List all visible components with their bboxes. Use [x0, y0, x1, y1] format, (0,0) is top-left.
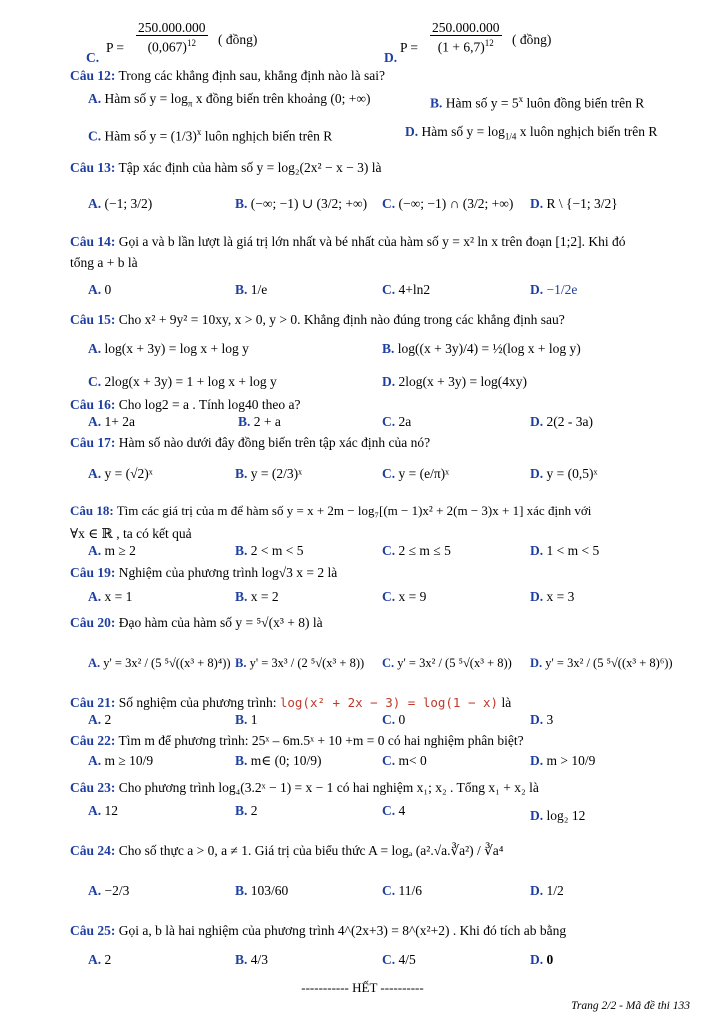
q22-option-b: B. m∈ (0; 10/9): [235, 753, 322, 768]
q24-option-c: C. 11/6: [382, 883, 422, 898]
question-24: Câu 24: Cho số thực a > 0, a ≠ 1. Giá trị của biểu thức A = logₐ (a².√a.∛a²) / ∛a⁴: [70, 843, 504, 858]
q17-option-c: C. y = (e/π)ˣ: [382, 466, 450, 481]
q21-option-d: D. 3: [530, 712, 554, 727]
q18-option-c: C. 2 ≤ m ≤ 5: [382, 543, 451, 558]
q21-option-c: C. 0: [382, 712, 406, 727]
q18-option-a: A. m ≥ 2: [88, 543, 136, 558]
question-13: Câu 13: Tập xác định của hàm số y = log₂(2x² − x − 3) là: [70, 160, 382, 175]
q11-c-fraction: $\frac{250.000.000}{(0,067)^{12}}$: [138, 20, 206, 55]
question-15: Câu 15: Cho x² + 9y² = 10xy, x > 0, y > 0. Khẳng định nào đúng trong các khẳng định sau?: [70, 312, 565, 327]
question-12: Câu 12: Trong các khẳng định sau, khẳng định nào là sai?: [70, 68, 385, 83]
question-17: Câu 17: Hàm số nào dưới đây đồng biến trên tập xác định của nó?: [70, 435, 431, 450]
q16-option-a: A. 1+ 2a: [88, 414, 135, 429]
q15-option-b: B. log((x + 3y)/4) = ½(log x + log y): [382, 341, 581, 356]
q19-option-b: B. x = 2: [235, 589, 279, 604]
q15-option-d: D. 2log(x + 3y) = log(4xy): [382, 374, 527, 389]
q25-option-b: B. 4/3: [235, 952, 269, 967]
q20-option-d: D. y' = 3x² / (5 ⁵√((x³ + 8)⁶)): [530, 656, 673, 670]
end-marker: ----------- HẾT ----------: [301, 980, 424, 995]
q23-option-d: D. log₂ 12: [530, 808, 586, 823]
q24-option-a: A. −2/3: [88, 883, 130, 898]
q23-option-a: A. 12: [88, 803, 118, 818]
question-16: Câu 16: Cho log2 = a . Tính log40 theo a?: [70, 397, 301, 412]
q12-option-c: C. Hàm số $y = (1/3)^x$ luôn nghịch biến trên R: [88, 127, 333, 144]
q15-option-c: C. 2log(x + 3y) = 1 + log x + log y: [88, 374, 277, 389]
q22-option-c: C. m< 0: [382, 753, 427, 768]
question-18-line2: ∀x ∈ ℝ , ta có kết quả: [70, 526, 192, 541]
q13-option-c: C. (−∞; −1) ∩ (3/2; +∞): [382, 196, 514, 211]
q17-option-b: B. y = (2/3)ˣ: [235, 466, 303, 481]
question-21: Câu 21: Số nghiệm của phương trình: log(x² + 2x − 3) = log(1 − x) là: [70, 695, 512, 710]
question-19: Câu 19: Nghiệm của phương trình log√3 x = 2 là: [70, 565, 338, 580]
q16-option-c: C. 2a: [382, 414, 412, 429]
q18-option-b: B. 2 < m < 5: [235, 543, 304, 558]
q25-option-d: D. 0: [530, 952, 554, 967]
question-18: Câu 18: Tìm các giá trị của m để hàm số y = x + 2m − log₇[(m − 1)x² + 2(m − 3)x + 1] xác định với: [70, 503, 592, 518]
q19-option-c: C. x = 9: [382, 589, 427, 604]
q14-option-b: B. 1/e: [235, 282, 268, 297]
q23-option-c: C. 4: [382, 803, 406, 818]
q23-option-b: B. 2: [235, 803, 258, 818]
q13-option-d: D. R \ {−1; 3/2}: [530, 196, 618, 211]
q12-option-a: A. Hàm số $y = \log_\pi x$ đồng biến trên khoảng (0; +∞): [88, 91, 371, 109]
q13-option-a: A. (−1; 3/2): [88, 196, 153, 211]
q24-option-b: B. 103/60: [235, 883, 289, 898]
question-25: Câu 25: Gọi a, b là hai nghiệm của phương trình 4^(2x+3) = 8^(x²+2) . Khi đó tích ab bằng: [70, 923, 567, 938]
q25-option-c: C. 4/5: [382, 952, 416, 967]
q11-d-fraction: $\frac{250.000.000}{(1 + 6,7)^{12}}$: [432, 20, 500, 55]
q18-option-d: D. 1 < m < 5: [530, 543, 600, 558]
q17-option-d: D. y = (0,5)ˣ: [530, 466, 598, 481]
q24-option-d: D. 1/2: [530, 883, 564, 898]
q25-option-a: A. 2: [88, 952, 112, 967]
exam-page: C. P = $\frac{250.000.000}{(0,067)^{12}}$ ( đồng) D. P = $\frac{250.000.000}{(1 + 6,7)^{12}}$ ( đồng) Câu 12: Trong các khẳng định sau, khẳng định nào là sai? A. Hàm số $y = \log_\pi x$ đồng biến trên khoảng (0; +∞) B. Hàm số $y = 5^x$ luôn đồng biến trên R C. Hàm số $y = (1/3)^x$ luôn nghịch biến trên R D. Hàm số $y = \log_{1/4} x$ luôn nghịch biến trên R Câu 13: Tập xác định của hàm số y = log₂(2x² − x − 3) là A. (−1; 3/2) B. (−∞; −1) ∪ (3/2; +∞) C. (−∞; −1) ∩ (3/2; +∞) D. R \ {−1; 3/2} Câu 14: Gọi a và b lần lượt là giá trị lớn nhất và bé nhất của hàm số y = x² ln x trên đoạn [1;2]. Khi đó tổng a + b là A. 0 B. 1/e C. 4+ln2 D. −1/2e Câu 15: Cho x² + 9y² = 10xy, x > 0, y > 0. Khẳng định nào đúng trong các khẳng định sau? A. log(x + 3y) = log x + log y B. log((x + 3y)/4) = ½(log x + log y) C. 2log(x + 3y) = 1 + log x + log y D. 2log(x + 3y) = log(4xy) Câu 16: Cho log2 = a . Tính log40 theo a? A. 1+ 2a B. 2 + a C. 2a D. 2(2 - 3a) Câu 17: Hàm số nào dưới đây đồng biến trên tập xác định của nó? A. y = (√2)ˣ B. y = (2/3)ˣ C. y = (e/π)ˣ D. y = (0,5)ˣ Câu 18: Tìm các giá trị của m để hàm số y = x + 2m − log₇[(m − 1)x² + 2(m − 3)x + 1] xác định với ∀x ∈ ℝ , ta có kết quả A. m ≥ 2 B. 2 < m < 5 C. 2 ≤ m ≤ 5 D. 1 < m < 5 Câu 19: Nghiệm của phương trình log√3 x = 2 là A. x = 1 B. x = 2 C. x = 9 D. x = 3 Câu 20: Đạo hàm của hàm số y = ⁵√(x³ + 8) là A. y' = 3x² / (5 ⁵√((x³ + 8)⁴)) B. y' = 3x³ / (2 ⁵√(x³ + 8)) C. y' = 3x² / (5 ⁵√(x³ + 8)) D. y' = 3x² / (5 ⁵√((x³ + 8)⁶)) Câu 21: Số nghiệm của phương trình: log(x² + 2x − 3) = log(1 − x) là A. 2 B. 1 C. 0 D. 3 Câu 22: Tìm m để phương trình: 25ˣ – 6m.5ˣ + 10 +m = 0 có hai nghiệm phân biệt? A. m ≥ 10/9 B. m∈ (0; 10/9) C. m< 0 D. m > 10/9 Câu 23: Cho phương trình log₄(3.2ˣ − 1) = x − 1 có hai nghiệm x₁; x₂ . Tổng x₁ + x₂ là A. 12 B. 2 C. 4 D. log₂ 12 Câu 24: Cho số thực a > 0, a ≠ 1. Giá trị của biểu thức A = logₐ (a².√a.∛a²) / ∛a⁴ A. −2/3 B. 103/60 C. 11/6 D. 1/2 Câu 25: Gọi a, b là hai nghiệm của phương trình 4^(2x+3) = 8^(x²+2) . Khi đó tích ab bằng A. 2 B. 4/3 C. 4/5 D. 0 ----------- HẾT ---------- Trang 2/2 - Mã đề thi 133: [0, 0, 725, 1024]
question-14-line2: tổng a + b là: [70, 255, 138, 270]
q22-option-d: D. m > 10/9: [530, 753, 596, 768]
page-info: Trang 2/2 - Mã đề thi 133: [571, 1000, 690, 1012]
q21-option-a: A. 2: [88, 712, 112, 727]
q12-option-d: D. Hàm số $y = \log_{1/4} x$ luôn nghịch biến trên R: [405, 124, 658, 142]
q13-option-b: B. (−∞; −1) ∪ (3/2; +∞): [235, 196, 368, 211]
q19-option-d: D. x = 3: [530, 589, 575, 604]
q14-option-c: C. 4+ln2: [382, 282, 431, 297]
q14-option-d: D. −1/2e: [530, 282, 578, 297]
question-22: Câu 22: Tìm m để phương trình: 25ˣ – 6m.5ˣ + 10 +m = 0 có hai nghiệm phân biệt?: [70, 733, 524, 748]
q20-option-b: B. y' = 3x³ / (2 ⁵√(x³ + 8)): [235, 656, 365, 670]
q17-option-a: A. y = (√2)ˣ: [88, 466, 153, 481]
q14-option-a: A. 0: [88, 282, 112, 297]
question-20: Câu 20: Đạo hàm của hàm số y = ⁵√(x³ + 8) là: [70, 615, 323, 630]
q20-option-a: A. y' = 3x² / (5 ⁵√((x³ + 8)⁴)): [88, 656, 231, 670]
q19-option-a: A. x = 1: [88, 589, 133, 604]
question-14: Câu 14: Gọi a và b lần lượt là giá trị lớn nhất và bé nhất của hàm số y = x² ln x trên đoạn [1;2]. Khi đó: [70, 234, 626, 249]
q16-option-d: D. 2(2 - 3a): [530, 414, 593, 429]
question-23: Câu 23: Cho phương trình log₄(3.2ˣ − 1) = x − 1 có hai nghiệm x₁; x₂ . Tổng x₁ + x₂ là: [70, 780, 539, 795]
q21-option-b: B. 1: [235, 712, 258, 727]
q15-option-a: A. log(x + 3y) = log x + log y: [88, 341, 249, 356]
q20-option-c: C. y' = 3x² / (5 ⁵√(x³ + 8)): [382, 656, 512, 670]
q12-option-b: B. Hàm số $y = 5^x$ luôn đồng biến trên R: [430, 94, 645, 111]
q16-option-b: B. 2 + a: [238, 414, 281, 429]
q22-option-a: A. m ≥ 10/9: [88, 753, 154, 768]
